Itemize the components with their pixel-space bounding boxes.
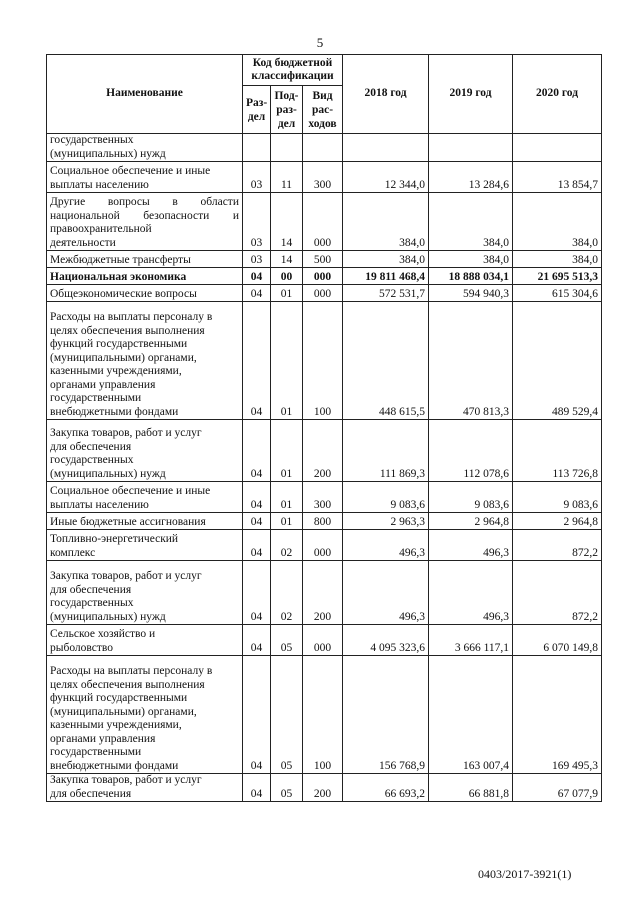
row-value-2018: 496,3 [343, 561, 429, 625]
row-value-2020: 113 726,8 [513, 420, 602, 482]
row-value-2018: 384,0 [343, 193, 429, 251]
row-section-code: 04 [243, 268, 271, 285]
row-subsection-code: 11 [271, 162, 303, 193]
row-name: Национальная экономика [47, 268, 243, 285]
header-2019: 2019 год [429, 55, 513, 134]
table-row [47, 774, 602, 802]
row-value-2020: 2 964,8 [513, 513, 602, 530]
document-code: 0403/2017-3921(1) [478, 867, 572, 881]
header-name: Наименование [47, 55, 243, 134]
row-name: Топливно-энергетический комплекс [47, 530, 243, 561]
row-value-2018: 19 811 468,4 [343, 268, 429, 285]
page-number: 5 [316, 35, 324, 50]
row-subsection-code: 02 [271, 530, 303, 561]
row-value-2019: 3 666 117,1 [429, 625, 513, 656]
row-subsection-code: 02 [271, 561, 303, 625]
table-row [47, 285, 602, 302]
row-value-2020: 67 077,9 [513, 774, 602, 802]
row-subsection-code: 14 [271, 193, 303, 251]
row-subsection-code: 00 [271, 268, 303, 285]
row-expense-type-code: 000 [303, 193, 343, 251]
row-subsection-code: 01 [271, 482, 303, 513]
row-section-code: 03 [243, 193, 271, 251]
row-name: Социальное обеспечение и иные выплаты населению [47, 162, 243, 193]
table-row [47, 530, 602, 561]
row-expense-type-code: 500 [303, 251, 343, 268]
row-name: Закупка товаров, работ и услуг для обеспечения [47, 774, 243, 802]
row-value-2018: 111 869,3 [343, 420, 429, 482]
row-value-2018: 384,0 [343, 251, 429, 268]
header-code-group: Код бюджетной классификации [243, 55, 343, 86]
row-section-code: 04 [243, 513, 271, 530]
table-row [47, 513, 602, 530]
table-body [47, 134, 602, 802]
row-subsection-code: 01 [271, 302, 303, 420]
row-expense-type-code: 200 [303, 561, 343, 625]
row-value-2020: 384,0 [513, 251, 602, 268]
header-2020: 2020 год [513, 55, 602, 134]
row-value-2018: 4 095 323,6 [343, 625, 429, 656]
row-expense-type-code: 300 [303, 162, 343, 193]
row-section-code: 04 [243, 561, 271, 625]
row-name: Межбюджетные трансферты [47, 251, 243, 268]
row-value-2020: 872,2 [513, 561, 602, 625]
row-value-2018: 9 083,6 [343, 482, 429, 513]
row-section-code: 04 [243, 530, 271, 561]
row-section-code: 03 [243, 251, 271, 268]
row-name: Расходы на выплаты персоналу в целях обеспечения выполнения функций государственными (муниципальными) органами, казенными учреждениями, органами управления государственными внебюджетными фондами [47, 302, 243, 420]
row-name: Закупка товаров, работ и услуг для обеспечения государственных (муниципальных) нужд [47, 420, 243, 482]
header-subsection: Под- раз- дел [271, 86, 303, 134]
row-name: Закупка товаров, работ и услуг для обеспечения государственных (муниципальных) нужд [47, 561, 243, 625]
row-section-code: 04 [243, 774, 271, 802]
row-value-2020 [513, 134, 602, 162]
row-subsection-code: 01 [271, 285, 303, 302]
table-row [47, 625, 602, 656]
row-value-2020: 13 854,7 [513, 162, 602, 193]
row-value-2019: 112 078,6 [429, 420, 513, 482]
budget-table [46, 54, 602, 802]
row-value-2020: 384,0 [513, 193, 602, 251]
row-section-code: 04 [243, 302, 271, 420]
row-expense-type-code: 200 [303, 420, 343, 482]
row-name: Общеэкономические вопросы [47, 285, 243, 302]
row-section-code: 03 [243, 162, 271, 193]
row-value-2020: 615 304,6 [513, 285, 602, 302]
row-value-2018: 572 531,7 [343, 285, 429, 302]
table-row [47, 561, 602, 625]
row-value-2019: 594 940,3 [429, 285, 513, 302]
row-expense-type-code: 000 [303, 268, 343, 285]
table-row [47, 302, 602, 420]
row-value-2019: 66 881,8 [429, 774, 513, 802]
row-name: Иные бюджетные ассигнования [47, 513, 243, 530]
row-value-2019: 13 284,6 [429, 162, 513, 193]
row-value-2019: 2 964,8 [429, 513, 513, 530]
row-subsection-code: 01 [271, 420, 303, 482]
row-value-2018: 496,3 [343, 530, 429, 561]
row-expense-type-code: 200 [303, 774, 343, 802]
row-value-2020: 489 529,4 [513, 302, 602, 420]
row-expense-type-code: 000 [303, 285, 343, 302]
row-name: Социальное обеспечение и иные выплаты населению [47, 482, 243, 513]
table-row [47, 193, 602, 251]
row-name: Другие вопросы в области национальной безопасности и правоохранительной деятельности [47, 193, 243, 251]
row-subsection-code: 14 [271, 251, 303, 268]
table-row [47, 251, 602, 268]
row-section-code: 04 [243, 625, 271, 656]
row-expense-type-code: 100 [303, 656, 343, 774]
header-2018: 2018 год [343, 55, 429, 134]
row-value-2019: 384,0 [429, 251, 513, 268]
row-value-2018: 12 344,0 [343, 162, 429, 193]
row-value-2020: 872,2 [513, 530, 602, 561]
row-value-2020: 6 070 149,8 [513, 625, 602, 656]
table-row [47, 656, 602, 774]
table-row [47, 482, 602, 513]
row-value-2019 [429, 134, 513, 162]
table-row [47, 162, 602, 193]
row-name: Сельское хозяйство и рыболовство [47, 625, 243, 656]
row-value-2019: 9 083,6 [429, 482, 513, 513]
row-section-code: 04 [243, 482, 271, 513]
row-expense-type-code [303, 134, 343, 162]
row-section-code: 04 [243, 656, 271, 774]
row-subsection-code [271, 134, 303, 162]
table-row [47, 134, 602, 162]
header-section: Раз- дел [243, 86, 271, 134]
row-value-2019: 384,0 [429, 193, 513, 251]
row-value-2018 [343, 134, 429, 162]
row-subsection-code: 05 [271, 625, 303, 656]
row-subsection-code: 05 [271, 774, 303, 802]
row-value-2019: 496,3 [429, 530, 513, 561]
row-expense-type-code: 000 [303, 625, 343, 656]
row-value-2018: 66 693,2 [343, 774, 429, 802]
row-value-2019: 163 007,4 [429, 656, 513, 774]
row-name: Расходы на выплаты персоналу в целях обеспечения выполнения функций государственными (муниципальными) органами, казенными учреждениями, органами управления государственными внебюджетными фондами [47, 656, 243, 774]
table-row [47, 420, 602, 482]
row-section-code: 04 [243, 420, 271, 482]
row-expense-type-code: 800 [303, 513, 343, 530]
row-value-2019: 18 888 034,1 [429, 268, 513, 285]
row-name: государственных (муниципальных) нужд [47, 134, 243, 162]
row-subsection-code: 01 [271, 513, 303, 530]
row-expense-type-code: 300 [303, 482, 343, 513]
header-expense-type: Вид рас- ходов [303, 86, 343, 134]
row-value-2019: 470 813,3 [429, 302, 513, 420]
row-subsection-code: 05 [271, 656, 303, 774]
row-value-2019: 496,3 [429, 561, 513, 625]
row-expense-type-code: 100 [303, 302, 343, 420]
row-value-2018: 448 615,5 [343, 302, 429, 420]
row-expense-type-code: 000 [303, 530, 343, 561]
row-section-code: 04 [243, 285, 271, 302]
row-value-2020: 169 495,3 [513, 656, 602, 774]
table-row [47, 268, 602, 285]
row-value-2018: 156 768,9 [343, 656, 429, 774]
row-section-code [243, 134, 271, 162]
row-value-2018: 2 963,3 [343, 513, 429, 530]
row-value-2020: 21 695 513,3 [513, 268, 602, 285]
row-value-2020: 9 083,6 [513, 482, 602, 513]
